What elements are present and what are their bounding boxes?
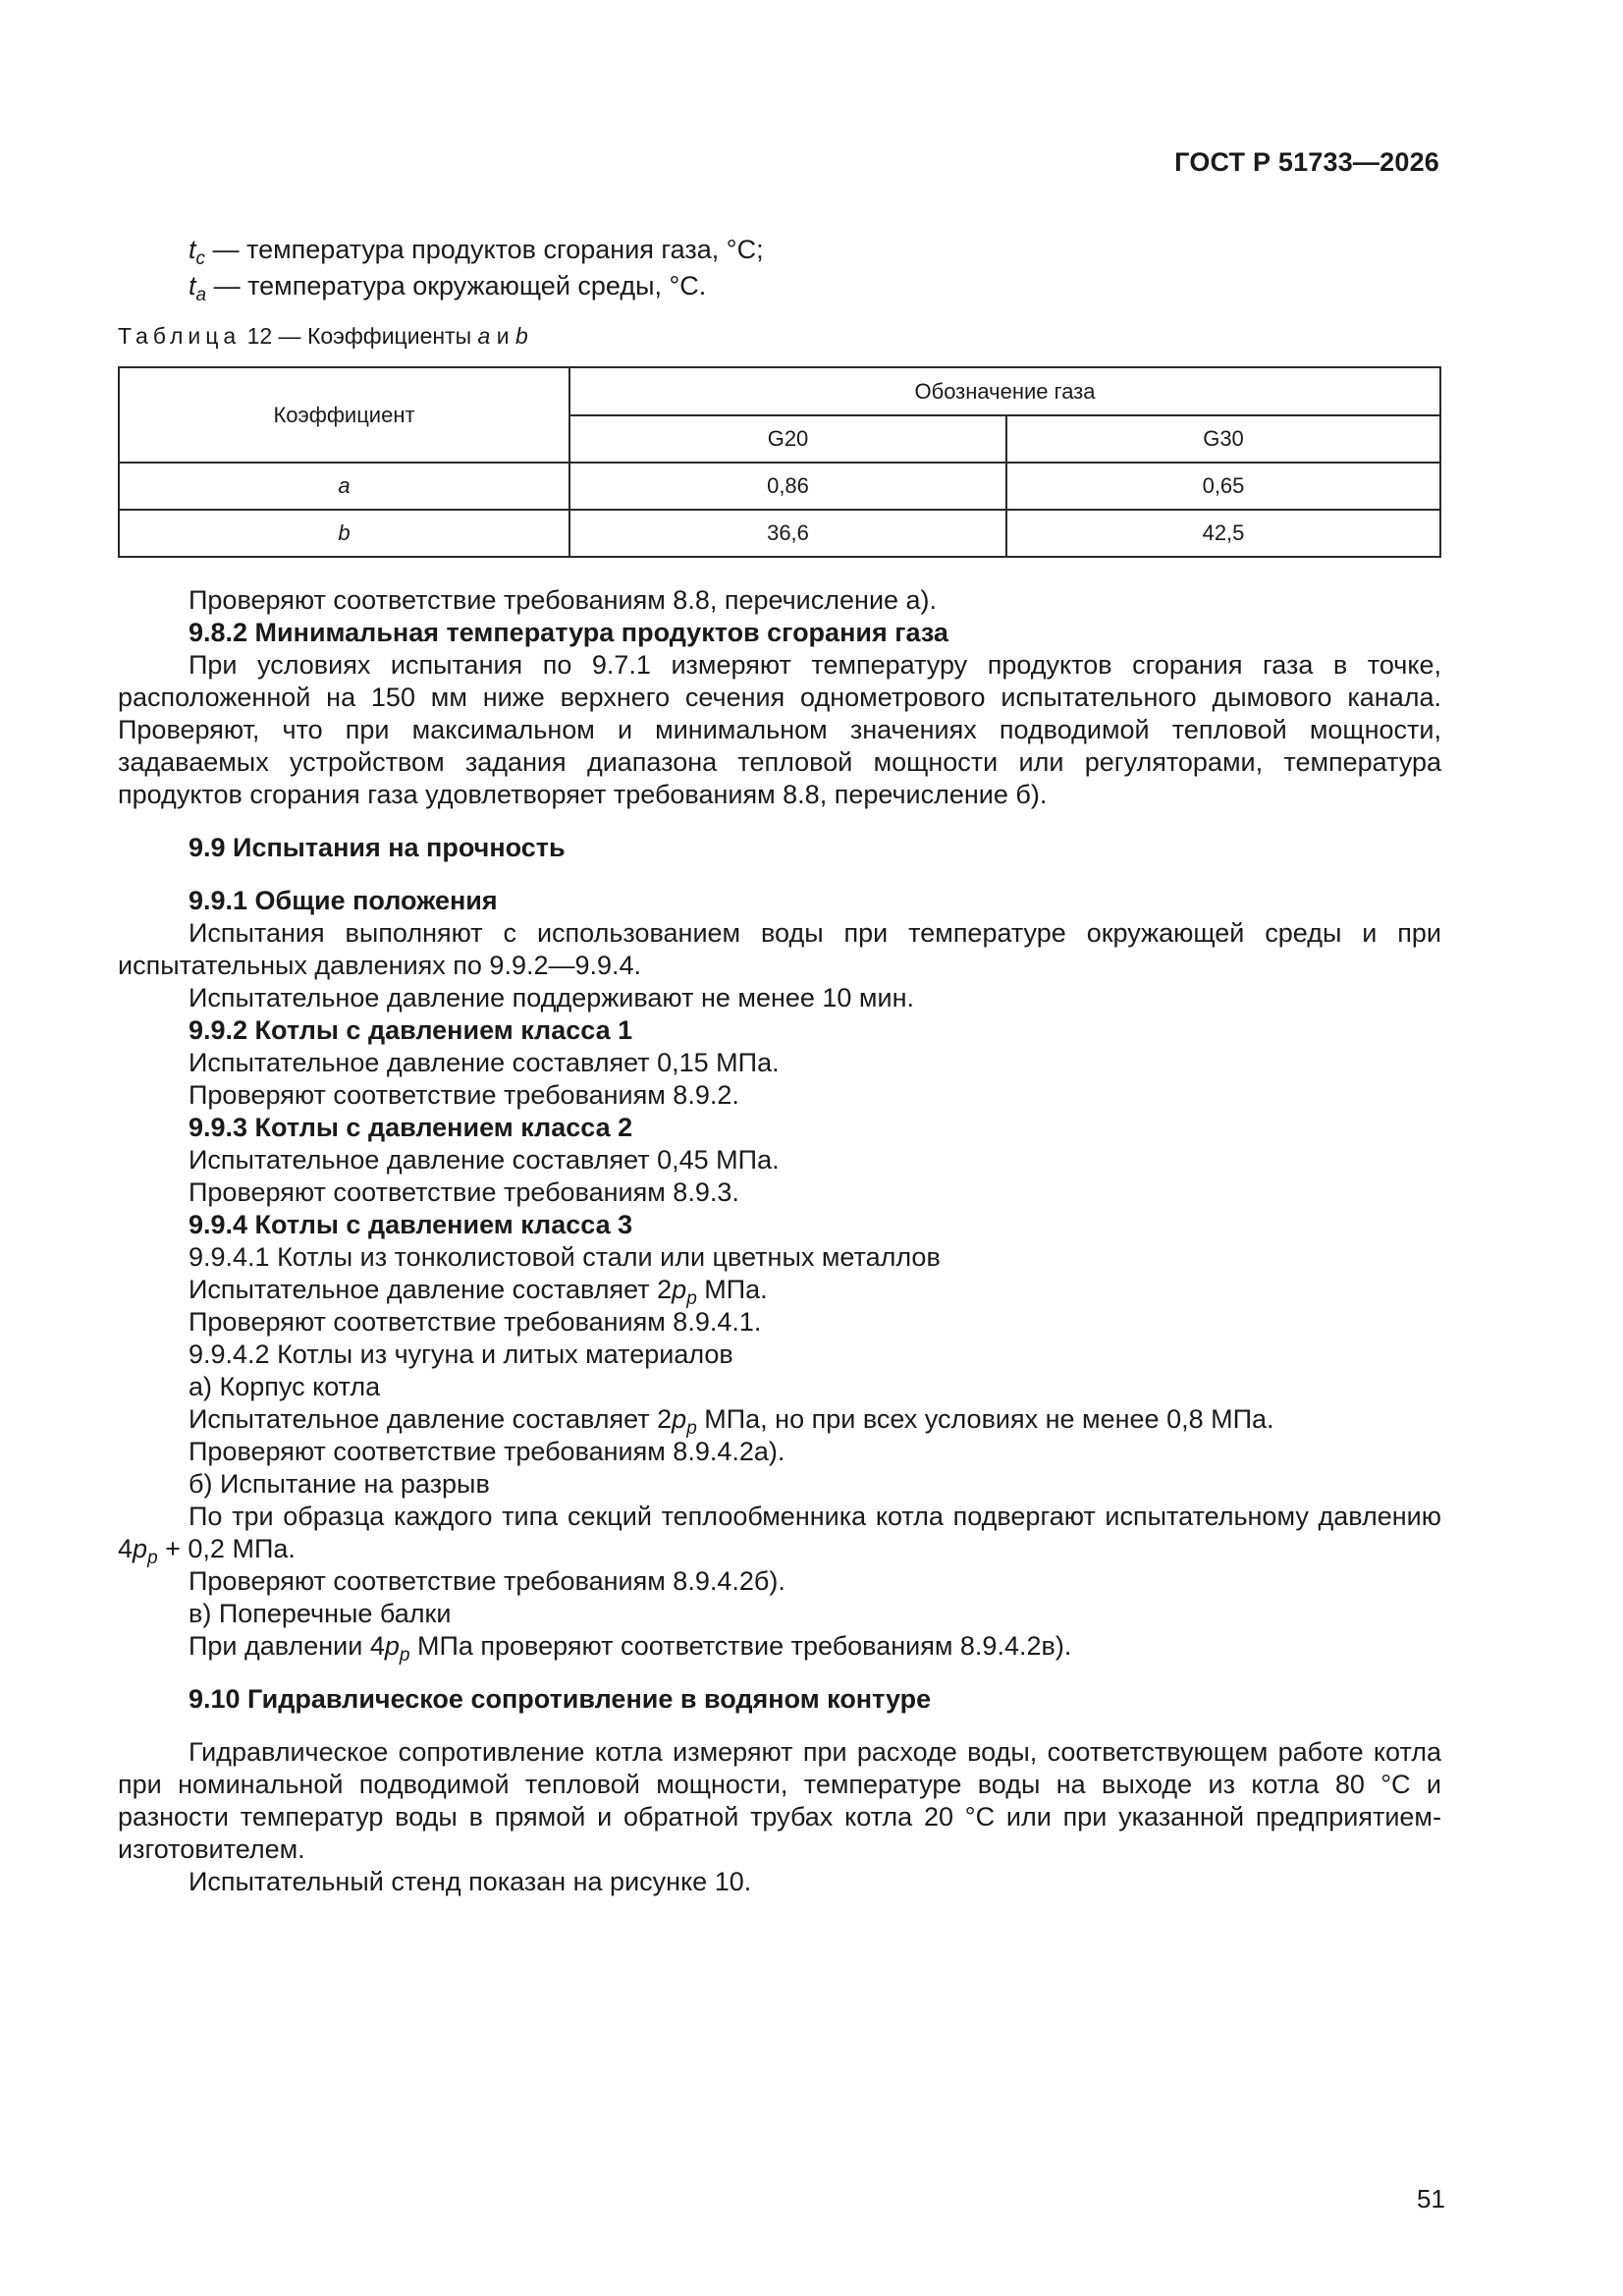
paragraph: Проверяют соответствие требованиям 8.9.2.	[189, 1080, 739, 1110]
paragraph: Проверяют соответствие требованиям 8.9.4.2а).	[189, 1437, 785, 1466]
paragraph: в) Поперечные балки	[189, 1599, 452, 1628]
section-heading-9-9-1: 9.9.1 Общие положения	[189, 886, 498, 915]
paragraph: Испытательное давление составляет 0,15 МПа.	[189, 1048, 780, 1077]
coefficients-table	[118, 366, 1441, 558]
section-heading-9-8-2: 9.8.2 Минимальная температура продуктов сгорания газа	[189, 618, 948, 647]
header-coefficient: Коэффициент	[119, 367, 569, 463]
paragraph: б) Испытание на разрыв	[189, 1469, 490, 1499]
paragraph: По три образца каждого типа секций теплообменника котла подвергают испытательному давлению $4p_p + 0,2$ МПа.	[118, 1502, 1441, 1568]
paragraph: Проверяют соответствие требованиям 8.9.3.	[189, 1177, 739, 1207]
paragraph: 9.9.4.1 Котлы из тонколистовой стали или цветных металлов	[189, 1242, 941, 1272]
table-row	[119, 510, 1440, 557]
paragraph: Испытательное давление поддерживают не менее 10 мин.	[189, 983, 914, 1012]
table-caption: Таблица 12 — Коэффициенты a и b	[118, 323, 528, 349]
page-number: 51	[1417, 2184, 1445, 2214]
paragraph: Проверяют соответствие требованиям 8.8, перечисление а).	[189, 585, 938, 615]
paragraph: При условиях испытания по 9.7.1 измеряют температуру продуктов сгорания газа в точке, расположенной на 150 мм ниже верхнего сечения однометрового испытательного дымового канала. Проверяют, что при максимальном и минимальном значениях подводимой тепловой мощности, задаваемых устройством задания диапазона тепловой мощности или регуляторами, температура продуктов сгорания газа удовлетворяет требованиям 8.8, перечисление б).	[118, 650, 1441, 809]
definition-ta: $t_a$ — температура окружающей среды, °С.	[189, 271, 707, 305]
section-heading-9-9-2: 9.9.2 Котлы с давлением класса 1	[189, 1015, 633, 1045]
document-id-header: ГОСТ Р 51733—2026	[1174, 147, 1439, 177]
paragraph: При давлении $4p_p$ МПа проверяют соответствие требованиям 8.9.4.2в).	[189, 1631, 1072, 1666]
cell-g20: 0,86	[569, 463, 1006, 510]
paragraph: Проверяют соответствие требованиям 8.9.4.1.	[189, 1307, 762, 1337]
cell-g30: 0,65	[1006, 463, 1440, 510]
paragraph: Испытательный стенд показан на рисунке 10.	[189, 1867, 752, 1896]
paragraph: Испытания выполняют с использованием воды при температуре окружающей среды и при испытательных давлениях по 9.9.2—9.9.4.	[118, 918, 1441, 980]
paragraph: Испытательное давление составляет $2p_p$ МПа.	[189, 1275, 768, 1309]
section-heading-9-9-3: 9.9.3 Котлы с давлением класса 2	[189, 1113, 633, 1142]
paragraph: Гидравлическое сопротивление котла измеряют при расходе воды, соответствующем работе котла при номинальной подводимой тепловой мощности, температуре воды на выходе из котла 80 °С и разности температур воды в прямой и обратной трубах котла 20 °С или при указанной предприятием-изготовителем.	[118, 1737, 1441, 1864]
header-g30: G30	[1006, 415, 1440, 463]
section-heading-9-9-4: 9.9.4 Котлы с давлением класса 3	[189, 1210, 633, 1239]
paragraph: Проверяют соответствие требованиям 8.9.4.2б).	[189, 1566, 785, 1596]
cell-g20: 36,6	[569, 510, 1006, 557]
paragraph: 9.9.4.2 Котлы из чугуна и литых материалов	[189, 1339, 733, 1369]
body-text	[118, 584, 1441, 1898]
header-g20: G20	[569, 415, 1006, 463]
section-heading-9-9: 9.9 Испытания на прочность	[189, 833, 566, 862]
definition-tc: $t_c$ — температура продуктов сгорания газа, °С;	[189, 235, 764, 269]
table-row	[119, 463, 1440, 510]
section-heading-9-10: 9.10 Гидравлическое сопротивление в водяном контуре	[189, 1684, 932, 1714]
header-gas-designation: Обозначение газа	[569, 367, 1440, 415]
row-name: b	[119, 510, 569, 557]
paragraph: Испытательное давление составляет $2p_p$ МПа, но при всех условиях не менее 0,8 МПа.	[189, 1404, 1274, 1439]
paragraph: Испытательное давление составляет 0,45 МПа.	[189, 1145, 780, 1175]
row-name: a	[119, 463, 569, 510]
cell-g30: 42,5	[1006, 510, 1440, 557]
paragraph: а) Корпус котла	[189, 1372, 381, 1401]
symbol-definitions	[189, 232, 764, 304]
